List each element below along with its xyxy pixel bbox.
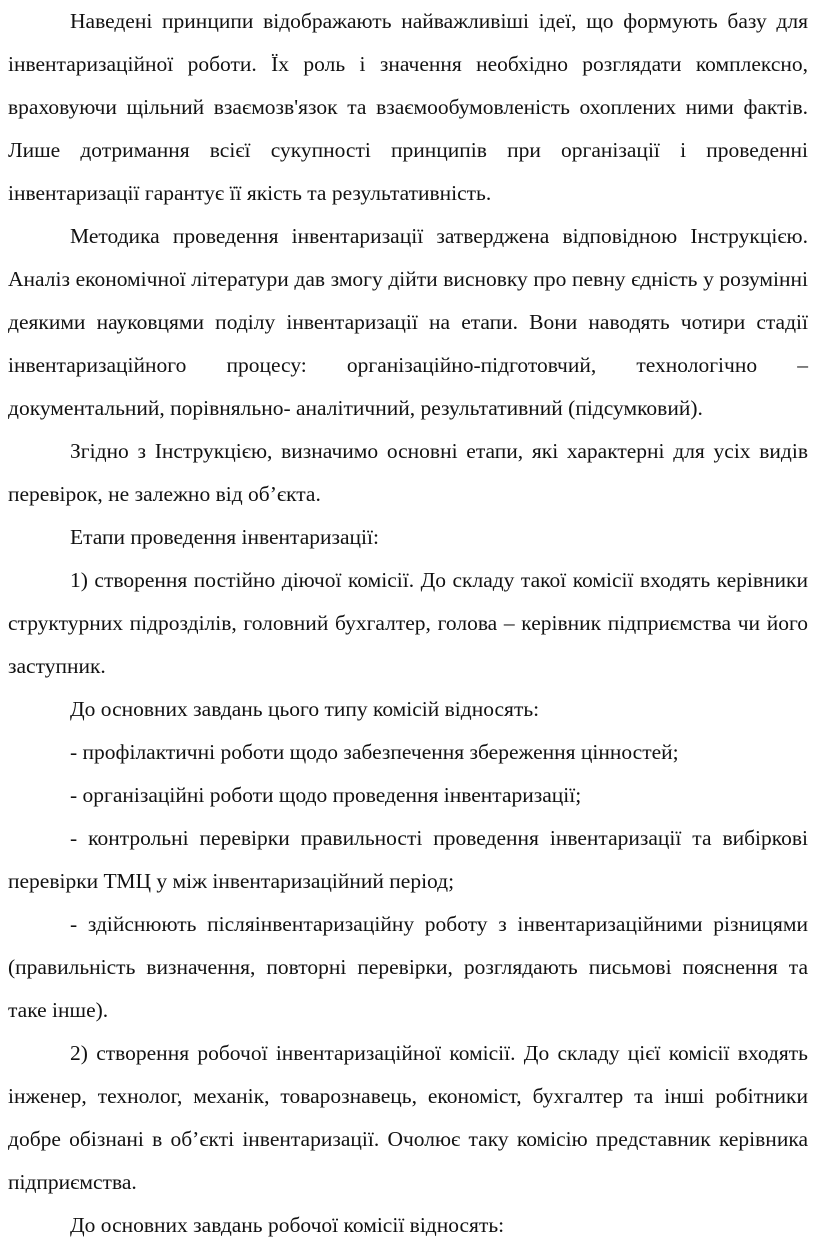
paragraph-working-commission-tasks: До основних завдань робочої комісії відносять: bbox=[70, 1213, 505, 1237]
paragraph-instruction: Згідно з Інструкцією, визначимо основні етапи, які характерні для усіх видів перевірок, не залежно від об’єкта. bbox=[8, 439, 808, 506]
paragraph-stage-2: 2) створення робочої інвентаризаційної комісії. До складу цієї комісії входять інженер, технолог, механік, товарознавець, економіст, бухгалтер та інші робітники добре обізнані в об’єкті інвентаризації. Очолює таку комісію представник керівника підприємства. bbox=[8, 1041, 808, 1194]
document-page bbox=[8, 0, 808, 1247]
paragraph-stages-heading: Етапи проведення інвентаризації: bbox=[70, 525, 379, 549]
list-item-preventive: - профілактичні роботи щодо забезпечення збереження цінностей; bbox=[70, 740, 679, 764]
list-item-organizational: - організаційні роботи щодо проведення інвентаризації; bbox=[70, 783, 582, 807]
list-item-control: - контрольні перевірки правильності проведення інвентаризації та вибіркові перевірки ТМЦ у між інвентаризаційний період; bbox=[8, 826, 808, 893]
paragraph-tasks-heading: До основних завдань цього типу комісій відносять: bbox=[70, 697, 540, 721]
paragraph-stage-1: 1) створення постійно діючої комісії. До складу такої комісії входять керівники структурних підрозділів, головний бухгалтер, голова – керівник підприємства чи його заступник. bbox=[8, 568, 808, 678]
paragraph-principles: Наведені принципи відображають найважливіші ідеї, що формують базу для інвентаризаційної роботи. Їх роль і значення необхідно розглядати комплексно, враховуючи щільний взаємозв'язок та взаємообумовленість охоплених ними фактів. Лише дотримання всієї сукупності принципів при організації і проведенні інвентаризації гарантує її якість та результативність. bbox=[8, 9, 808, 205]
paragraph-methodology: Методика проведення інвентаризації затверджена відповідною Інструкцією. Аналіз економічної літератури дав змогу дійти висновку про певну єдність у розумінні деякими науковцями поділу інвентаризації на етапи. Вони наводять чотири стадії інвентаризаційного процесу: організаційно-підготовчий, технологічно – документальний, порівняльно- аналітичний, результативний (підсумковий). bbox=[8, 224, 808, 420]
list-item-post-inventory: - здійснюють післяінвентаризаційну роботу з інвентаризаційними різницями (правильність визначення, повторні перевірки, розглядають письмові пояснення та таке інше). bbox=[8, 912, 808, 1022]
